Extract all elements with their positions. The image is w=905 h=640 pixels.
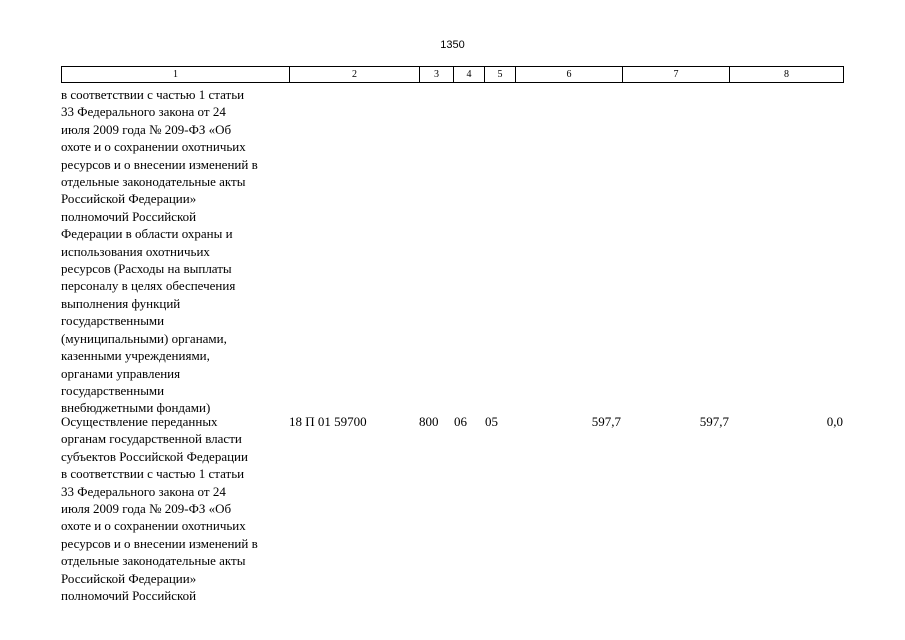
column-header-4: 4 [454, 67, 485, 83]
row-2-expense-type: 800 [419, 414, 439, 429]
row-2-value-col6: 597,7 [591, 414, 621, 429]
row-2-subsection: 05 [485, 414, 498, 429]
row-2-target-code: 18 П 01 59700 [289, 414, 367, 429]
column-header-row [62, 67, 844, 83]
page-number: 1350 [440, 39, 465, 51]
row-2-section: 06 [454, 414, 467, 429]
row-1-name: в соответствии с частью 1 статьи 33 Федерального закона от 24 июля 2009 года № 209-ФЗ «Об охоте и о сохранении охотничьих ресурсов и о внесении изменений в отдельные законодательные акты Российской Федерации» полномочий Российской Федерации в области охраны и использования охотничьих ресурсов (Расходы на выплаты персоналу в целях обеспечения выполнения функций государственными (муниципальными) органами, казенными учреждениями, органами управления государственными внебюджетными фондами) [61, 87, 258, 416]
row-2-value-col8: 0,0 [826, 414, 843, 429]
row-2-name: Осуществление переданных органам государственной власти субъектов Российской Федерации в соответствии с частью 1 статьи 33 Федерального закона от 24 июля 2009 года № 209-ФЗ «Об охоте и о сохранении охотничьих ресурсов и о внесении изменений в отдельные законодательные акты Российской Федерации» полномочий Российской [61, 414, 258, 604]
column-header-2: 2 [290, 67, 420, 83]
row-2-value-col7: 597,7 [699, 414, 729, 429]
column-header-table [61, 66, 844, 83]
column-header-1: 1 [62, 67, 290, 83]
column-header-7: 7 [623, 67, 730, 83]
column-header-6: 6 [516, 67, 623, 83]
column-header-5: 5 [485, 67, 516, 83]
column-header-3: 3 [420, 67, 454, 83]
column-header-8: 8 [730, 67, 844, 83]
